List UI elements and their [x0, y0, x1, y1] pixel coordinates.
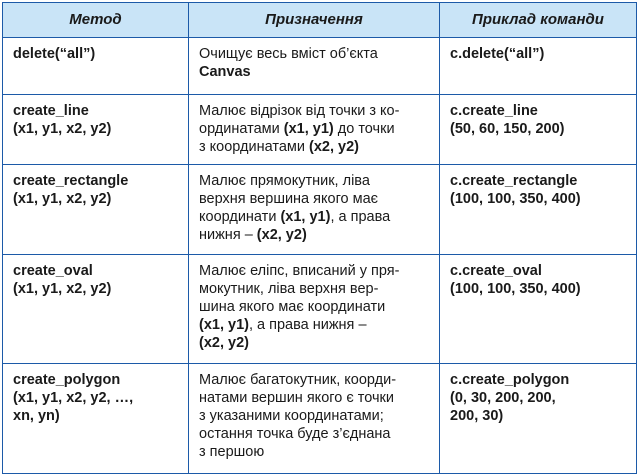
purpose-line [199, 316, 431, 334]
example-text: c.create_rectangle [450, 173, 578, 189]
example-text: 200, 30) [450, 408, 504, 424]
header-purpose: Призначення [189, 3, 440, 38]
method-text: (x1, y1, x2, y2) [13, 281, 112, 297]
purpose-line [199, 298, 431, 316]
table-row [3, 95, 637, 165]
purpose-cell [189, 255, 440, 364]
purpose-text: з указаними координатами; [199, 408, 384, 424]
purpose-cell [189, 165, 440, 255]
example-text: (50, 60, 150, 200) [450, 121, 565, 137]
purpose-text: Малює багатокутник, коорди- [199, 372, 397, 388]
method-cell [3, 165, 189, 255]
table-row [3, 165, 637, 255]
purpose-text: Малює відрізок від точки з ко- [199, 103, 400, 119]
purpose-line [199, 280, 431, 298]
example-cell [440, 364, 637, 474]
coordinates-text: Canvas [199, 64, 251, 80]
coordinates-text: (x2, y2) [199, 335, 249, 351]
table-row [3, 364, 637, 474]
example-text: c.create_oval [450, 263, 542, 279]
coordinates-text: (x1, y1) [280, 209, 331, 225]
method-text: (x1, y1, x2, y2, …, [13, 390, 134, 406]
purpose-line [199, 443, 431, 461]
coordinates-text: (x2, y2) [256, 227, 307, 243]
method-text: xn, yn) [13, 408, 60, 424]
method-text: (x1, y1, x2, y2) [13, 191, 112, 207]
purpose-line [199, 102, 431, 120]
coordinates-text: (x1, y1) [283, 121, 334, 137]
example-text: c.create_polygon [450, 372, 570, 388]
example-text: c.delete(“all”) [450, 46, 545, 62]
purpose-text: мокутник, ліва верхня вер- [199, 281, 379, 297]
example-cell [440, 38, 637, 95]
example-text: (100, 100, 350, 400) [450, 281, 581, 297]
purpose-text: Очищує весь вміст об’єкта [199, 46, 378, 62]
purpose-text: , а права [330, 209, 391, 225]
purpose-text: остання точка буде з’єднана [199, 426, 391, 442]
purpose-line [199, 425, 431, 443]
table-row [3, 38, 637, 95]
purpose-text: з першою [199, 444, 265, 460]
method-text: (x1, y1, x2, y2) [13, 121, 112, 137]
example-text: (100, 100, 350, 400) [450, 191, 581, 207]
purpose-text: до точки [333, 121, 395, 137]
purpose-cell [189, 364, 440, 474]
method-text: delete(“all”) [13, 46, 96, 62]
method-cell [3, 255, 189, 364]
method-cell [3, 38, 189, 95]
purpose-line [199, 262, 431, 280]
purpose-line [199, 190, 431, 208]
purpose-line [199, 407, 431, 425]
method-cell [3, 364, 189, 474]
purpose-text: Малює еліпс, вписаний у пря- [199, 263, 400, 279]
purpose-text: верхня вершина якого має [199, 191, 379, 207]
purpose-text: натами вершин якого є точки [199, 390, 394, 406]
table-row [3, 255, 637, 364]
purpose-line [199, 138, 431, 156]
method-text: create_oval [13, 263, 93, 279]
example-text: c.create_line [450, 103, 538, 119]
purpose-text: з координатами [199, 139, 309, 155]
purpose-cell [189, 95, 440, 165]
example-cell [440, 165, 637, 255]
purpose-line [199, 226, 431, 244]
purpose-line [199, 389, 431, 407]
method-text: create_rectangle [13, 173, 129, 189]
purpose-line [199, 371, 431, 389]
example-text: (0, 30, 200, 200, [450, 390, 556, 406]
coordinates-text: (x1, y1) [199, 317, 249, 333]
purpose-text: Малює прямокутник, ліва [199, 173, 370, 189]
method-cell [3, 95, 189, 165]
purpose-cell [189, 38, 440, 95]
purpose-line [199, 120, 431, 138]
purpose-text: нижня – [199, 227, 257, 243]
header-example: Приклад команди [440, 3, 637, 38]
purpose-text: координати [199, 209, 281, 225]
purpose-line [199, 63, 431, 81]
purpose-text: ординатами [199, 121, 284, 137]
purpose-line [199, 172, 431, 190]
methods-table [2, 2, 637, 474]
header-method: Метод [3, 3, 189, 38]
coordinates-text: (x2, y2) [309, 139, 359, 155]
purpose-text: шина якого має координати [199, 299, 386, 315]
method-text: create_line [13, 103, 89, 119]
header-row [3, 3, 637, 38]
purpose-line [199, 334, 431, 352]
purpose-line [199, 208, 431, 226]
method-text: create_polygon [13, 372, 121, 388]
purpose-text: , а права нижня – [248, 317, 367, 333]
example-cell [440, 95, 637, 165]
purpose-line [199, 45, 431, 63]
example-cell [440, 255, 637, 364]
